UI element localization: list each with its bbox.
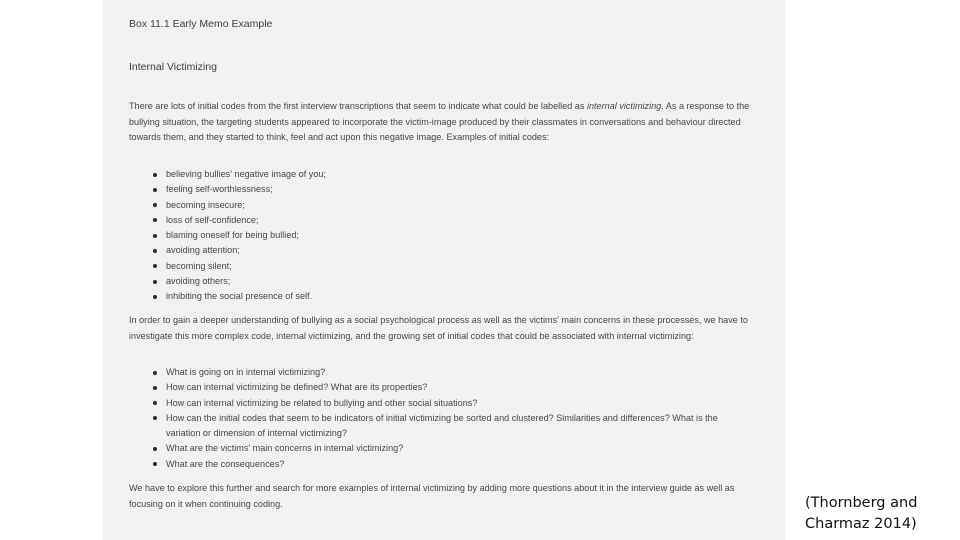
- list-item: How can internal victimizing be defined? What are its properties?: [129, 380, 749, 395]
- list-item: What are the victims' main concerns in internal victimizing?: [129, 441, 749, 456]
- list-item: blaming oneself for being bullied;: [129, 228, 749, 243]
- list-item: avoiding others;: [129, 274, 749, 289]
- list-item: What are the consequences?: [129, 457, 749, 472]
- list-item: feeling self-worthlessness;: [129, 182, 749, 197]
- list-item: How can internal victimizing be related to bullying and other social situations?: [129, 396, 749, 411]
- intro-text-after: . As a response to the bullying situation, the targeting students appeared to incorporate the victim-image produced by their classmates in conversations and behaviour directed towards them, and they started to think, feel and act upon this negative image. Examples of initial codes:: [129, 101, 750, 143]
- citation: (Thornberg and Charmaz 2014): [805, 495, 918, 532]
- list-item: becoming silent;: [129, 259, 749, 274]
- list-item: avoiding attention;: [129, 243, 749, 258]
- list-item: inhibiting the social presence of self.: [129, 289, 749, 304]
- initial-codes-list: [129, 167, 749, 305]
- list-item: believing bullies' negative image of you;: [129, 167, 749, 182]
- list-item: loss of self-confidence;: [129, 213, 749, 228]
- memo-title: Internal Victimizing: [129, 61, 217, 73]
- memo-page: [103, 0, 785, 540]
- questions-list: [129, 365, 749, 472]
- intro-paragraph: [129, 99, 763, 146]
- list-item: becoming insecure;: [129, 198, 749, 213]
- intro-text-before: There are lots of initial codes from the first interview transcriptions that seem to indicate what could be labelled as: [129, 101, 587, 111]
- middle-paragraph: In order to gain a deeper understanding of bullying as a social psychological process as well as the victims' main concerns in these processes, we have to investigate this more complex code, internal victimizing, and the growing set of initial codes that could be associated with internal victimizing:: [129, 315, 748, 341]
- list-item: How can the initial codes that seem to be indicators of initial victimizing be sorted and clustered? Similarities and differences? What is the variation or dimension of internal victimizing?: [129, 411, 749, 442]
- intro-emphasis: internal victimizing: [586, 101, 662, 111]
- closing-paragraph: We have to explore this further and search for more examples of internal victimizing by adding more questions about it in the interview guide as well as focusing on it when continuing coding.: [129, 483, 735, 509]
- box-title: Box 11.1 Early Memo Example: [129, 18, 273, 30]
- list-item: What is going on in internal victimizing?: [129, 365, 749, 380]
